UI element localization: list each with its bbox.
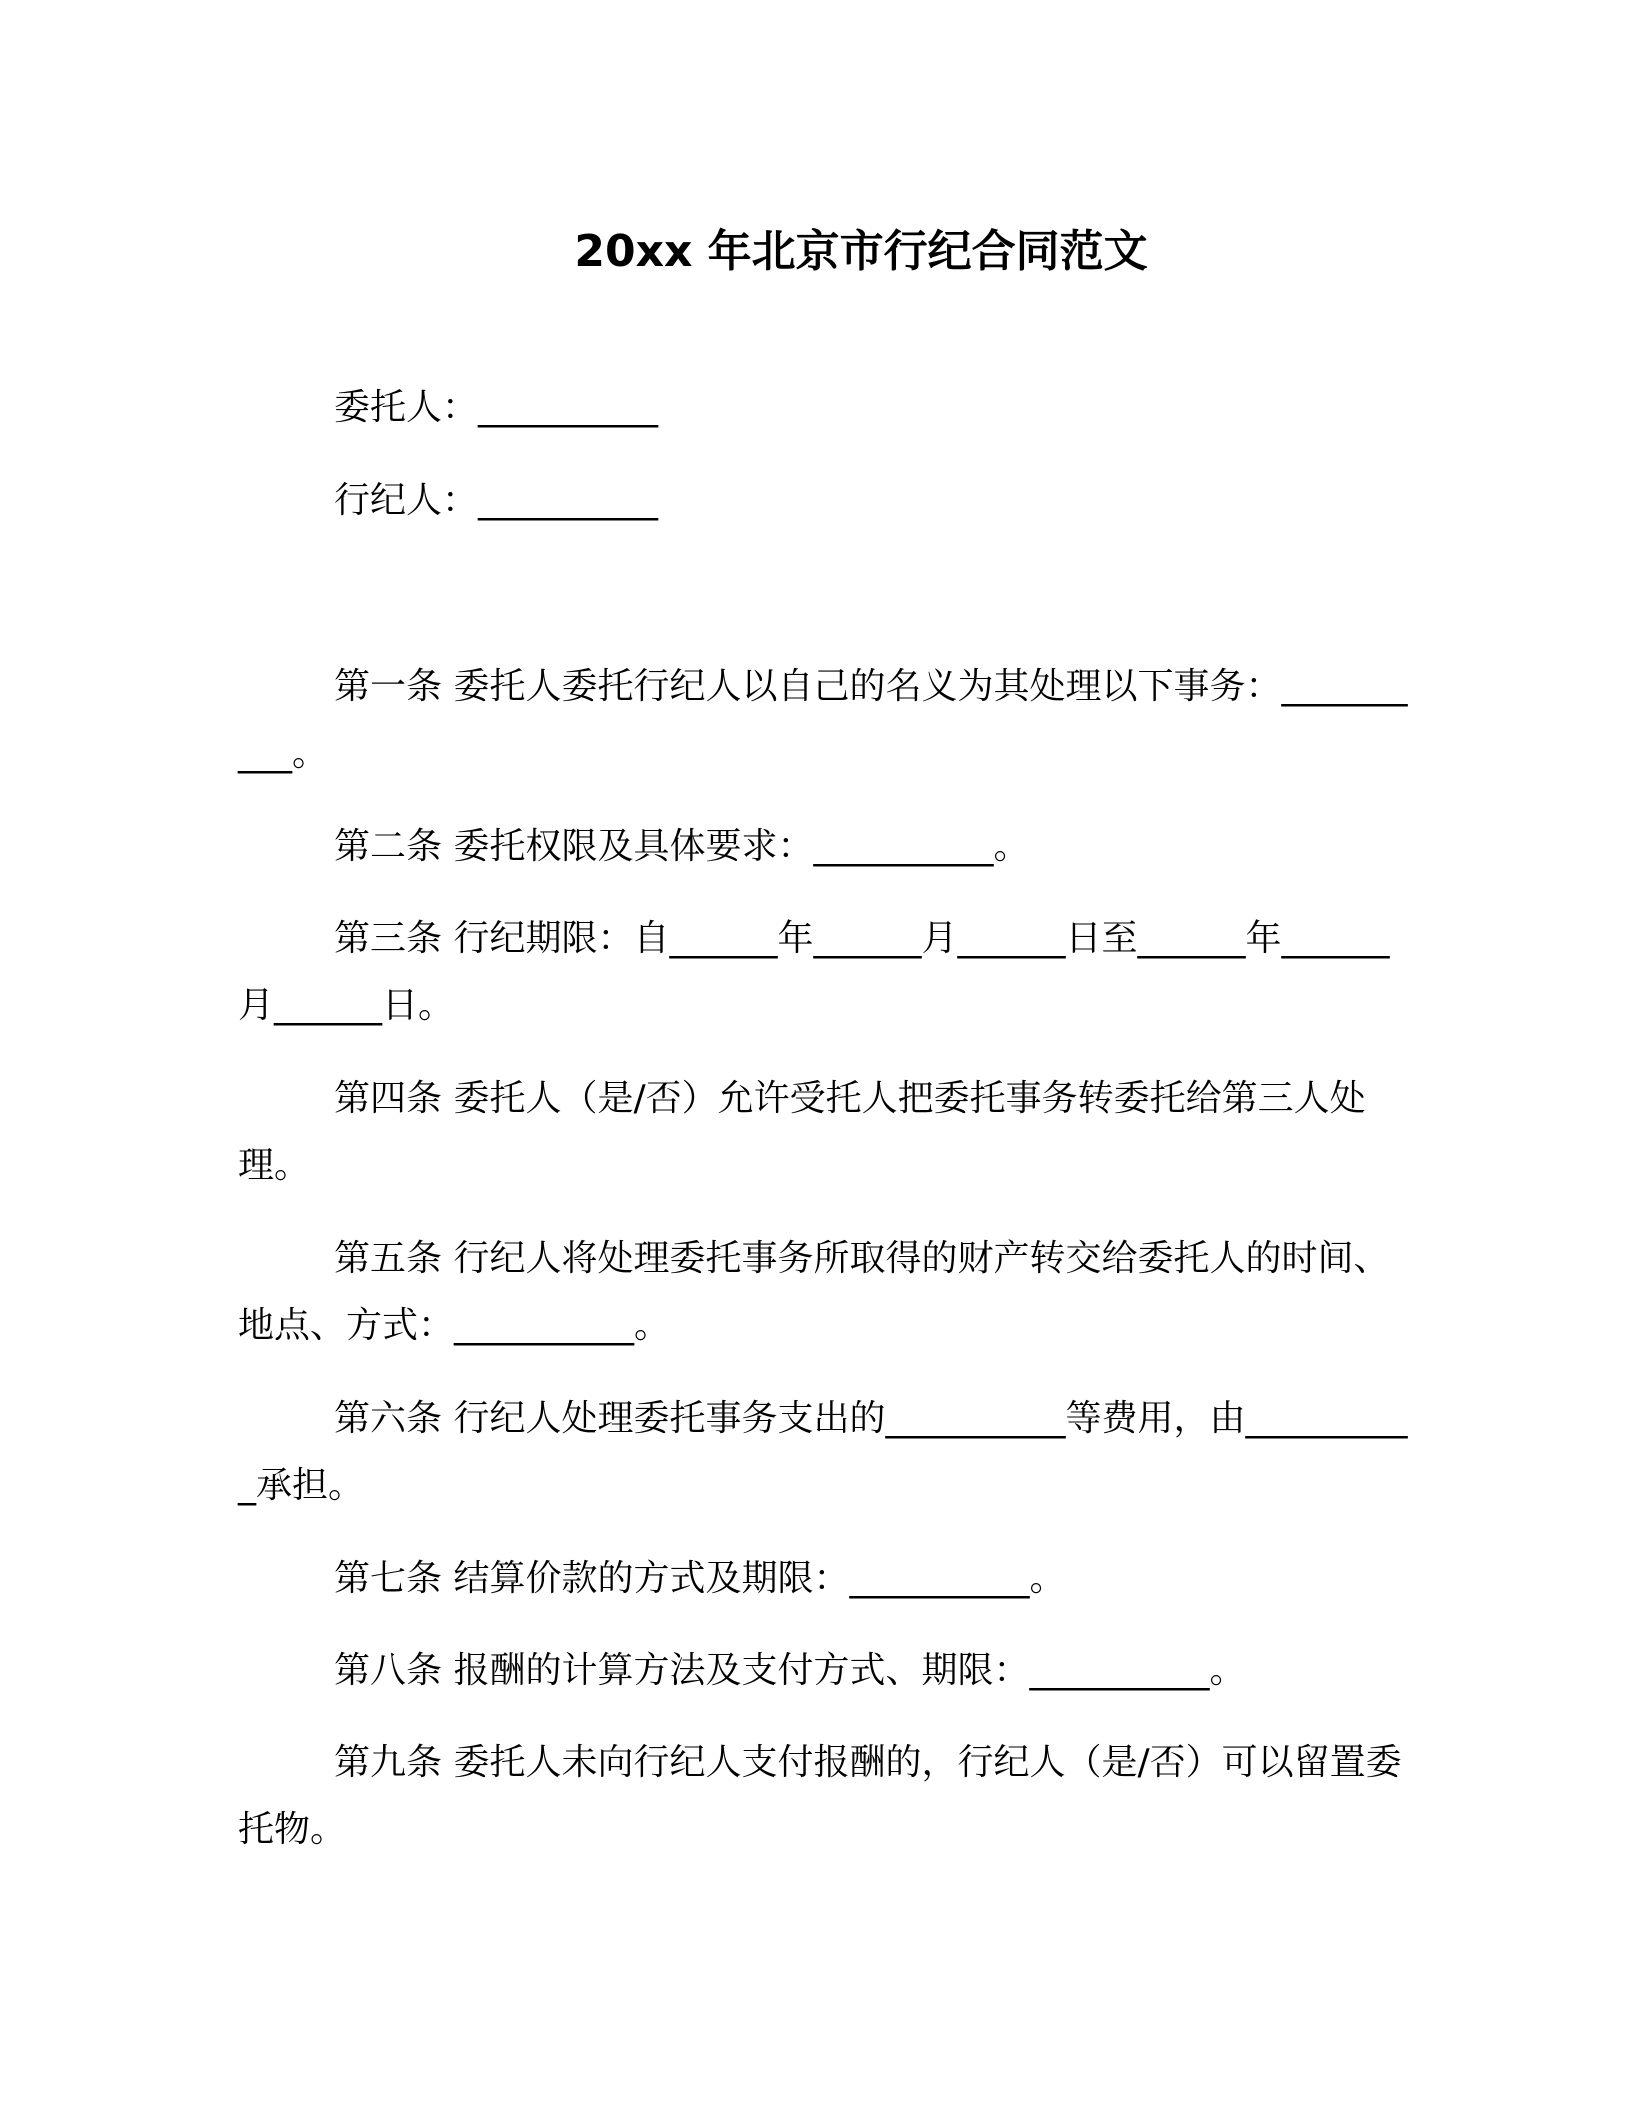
article-3: 第三条 行纪期限：自______年______月______日至______年______月______日。 <box>238 918 1390 1026</box>
article-6: 第六条 行纪人处理委托事务支出的__________等费用，由__________承担。 <box>238 1398 1408 1506</box>
article-7: 第七条 结算价款的方式及期限：__________。 <box>334 1558 1066 1599</box>
article-5: 第五条 行纪人将处理委托事务所取得的财产转交给委托人的时间、地点、方式：__________。 <box>238 1238 1390 1346</box>
party-broker: 行纪人：__________ <box>334 480 659 521</box>
article-4: 第四条 委托人（是/否）允许受托人把委托事务转委托给第三人处理。 <box>238 1078 1366 1186</box>
article-9: 第九条 委托人未向行纪人支付报酬的，行纪人（是/否）可以留置委托物。 <box>238 1742 1402 1850</box>
document-title: 20xx 年北京市行纪合同范文 <box>574 226 1148 277</box>
article-8: 第八条 报酬的计算方法及支付方式、期限：__________。 <box>334 1650 1246 1691</box>
article-2: 第二条 委托权限及具体要求：__________。 <box>334 826 1030 867</box>
article-1: 第一条 委托人委托行纪人以自己的名义为其处理以下事务：__________。 <box>238 666 1408 774</box>
party-consignor: 委托人：__________ <box>334 387 659 428</box>
